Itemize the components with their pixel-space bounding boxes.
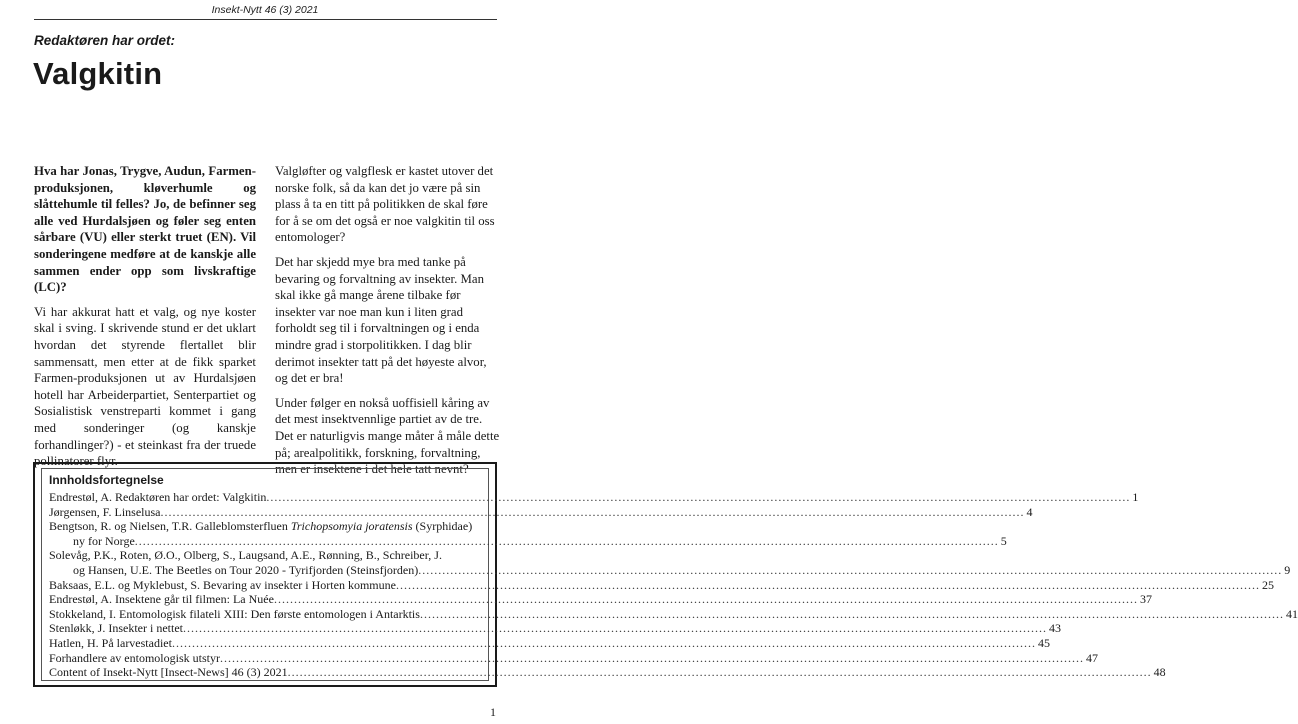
toc-entry[interactable]: [49, 519, 1007, 548]
toc-entry-text: Bengtson, R. og Nielsen, T.R. Galleblomsterfluen: [49, 519, 291, 534]
toc-entry[interactable]: [49, 621, 1061, 636]
toc-entry-continuation: ny for Norge: [73, 533, 135, 548]
body-paragraph: Under følger en nokså uoffisiell kåring av det mest insektvennlige partiet av de tre. Det er naturligvis mange måter å måle dette på; arealpolitikk, forskning, forvaltning, men er insektene i det hele tatt nevnt?: [275, 395, 500, 477]
toc-dot-leader: [172, 636, 1036, 651]
article-right-column: [275, 163, 500, 486]
toc-entry-text: Jørgensen, F. Linselusa: [49, 504, 161, 519]
toc-page-number: 47: [1085, 650, 1098, 665]
toc-entry-text: Stenløkk, J. Insekter i nettet: [49, 621, 183, 636]
toc-entry[interactable]: [49, 504, 1033, 520]
toc-entry[interactable]: [49, 490, 1139, 505]
toc-page-number: 1: [1132, 490, 1139, 504]
toc-dot-leader: [135, 534, 999, 549]
toc-dot-leader: [274, 592, 1138, 607]
toc-page-number: 9: [1284, 562, 1291, 577]
toc-dot-leader: [396, 578, 1260, 593]
toc-dot-leader: [418, 563, 1282, 578]
toc-entry[interactable]: [49, 606, 1298, 622]
page-number: 1: [490, 705, 496, 719]
toc-dot-leader: [420, 607, 1284, 622]
body-paragraph: Vi har akkurat hatt et valg, og nye koster skal i sving. I skrivende stund er det uklart hvordan det styrende flertallet blir sammensatt, men etter at de fikk sparket Farmen-produksjonen ut av Hurdalsjøen hotell har Arbeiderpartiet, Senterpartiet og Sosialistisk venstreparti kommet i gang med sonderinger (og kanskje forhandlinger?) - et steinkast fra der truede pollinatorer flyr.: [34, 304, 256, 469]
toc-entry-text: (Syrphidae): [412, 519, 473, 534]
body-paragraph: Det har skjedd mye bra med tanke på bevaring og forvaltning av insekter. Man skal ikke gå mange årene tilbake før insekter var noe man kun i liten grad forholdt seg til i forvaltningen og i enda mindre grad i storpolitikken. I dag blir derimot insekter tatt på det høyeste alvor, og det er bra!: [275, 254, 487, 386]
toc-dot-leader: [220, 651, 1084, 666]
toc-page-number: 43: [1048, 621, 1061, 636]
toc-page-number: 37: [1139, 592, 1152, 607]
toc-page-number: 25: [1261, 577, 1274, 592]
toc-dot-leader: [160, 505, 1024, 520]
toc-entry[interactable]: [49, 635, 1050, 651]
toc-title: Innholdsfortegnelse: [49, 473, 164, 487]
toc-entry-text: Stokkeland, I. Entomologisk filateli XIII: Den første entomologen i Antarktis: [49, 606, 420, 621]
table-of-contents: [33, 462, 1298, 687]
header-divider: [34, 19, 497, 20]
toc-dot-leader: [288, 665, 1152, 680]
toc-entry-text: Content of Insekt-Nytt [Insect-News] 46 (3) 2021: [49, 665, 288, 680]
toc-entry[interactable]: [49, 592, 1152, 607]
article-left-column: [34, 163, 256, 478]
toc-entry[interactable]: [49, 650, 1098, 666]
article-title: Valgkitin: [33, 56, 163, 91]
toc-entry-text: Forhandlere av entomologisk utstyr: [49, 650, 220, 665]
toc-frame: [41, 468, 1298, 681]
toc-dot-leader: [183, 621, 1047, 636]
toc-entry-species: Trichopsomyia joratensis: [290, 519, 413, 534]
toc-entry-text: Baksaas, E.L. og Myklebust, S. Bevaring av insekter i Horten kommune: [49, 577, 396, 592]
toc-page-number: 45: [1037, 635, 1050, 650]
toc-page-number: 5: [1000, 533, 1007, 548]
toc-entry[interactable]: [49, 577, 1274, 593]
toc-entry-text: Endrestøl, A. Redaktøren har ordet: Valgkitin: [49, 490, 267, 504]
toc-page-number: 4: [1026, 504, 1033, 519]
toc-entry[interactable]: [49, 665, 1166, 680]
toc-entry-text: Endrestøl, A. Insektene går til filmen: La Nuée: [49, 592, 274, 607]
toc-entry-continuation: og Hansen, U.E. The Beetles on Tour 2020 - Tyrifjorden (Steinsfjorden): [73, 562, 419, 577]
toc-entry[interactable]: [49, 548, 1291, 577]
toc-page-number: 41: [1285, 606, 1298, 621]
toc-entry-text: Hatlen, H. På larvestadiet: [49, 635, 172, 650]
toc-entry-text: Solevåg, P.K., Roten, Ø.O., Olberg, S., Laugsand, A.E., Rønning, B., Schreiber, J.: [49, 548, 442, 563]
running-header: Insekt-Nytt 46 (3) 2021: [211, 4, 319, 16]
toc-dot-leader: [266, 490, 1130, 505]
lead-paragraph: Hva har Jonas, Trygve, Audun, Farmen-produksjonen, kløverhumle og slåttehumle til felles? Jo, de befinner seg alle ved Hurdalsjøen og føler seg enten sårbare (VU) eller sterkt truet (EN). Vil sonderingene medføre at de kanskje alle sammen ender opp som livskraftige (LC)?: [34, 164, 256, 295]
toc-page-number: 48: [1153, 665, 1166, 680]
article-kicker: Redaktøren har ordet:: [34, 33, 176, 48]
body-paragraph: Valgløfter og valgflesk er kastet utover det norske folk, så da kan det jo være på sin plass å ta en titt på politikken de skal føre for å se om det også er noe valgkitin til oss entomologer?: [275, 164, 495, 245]
